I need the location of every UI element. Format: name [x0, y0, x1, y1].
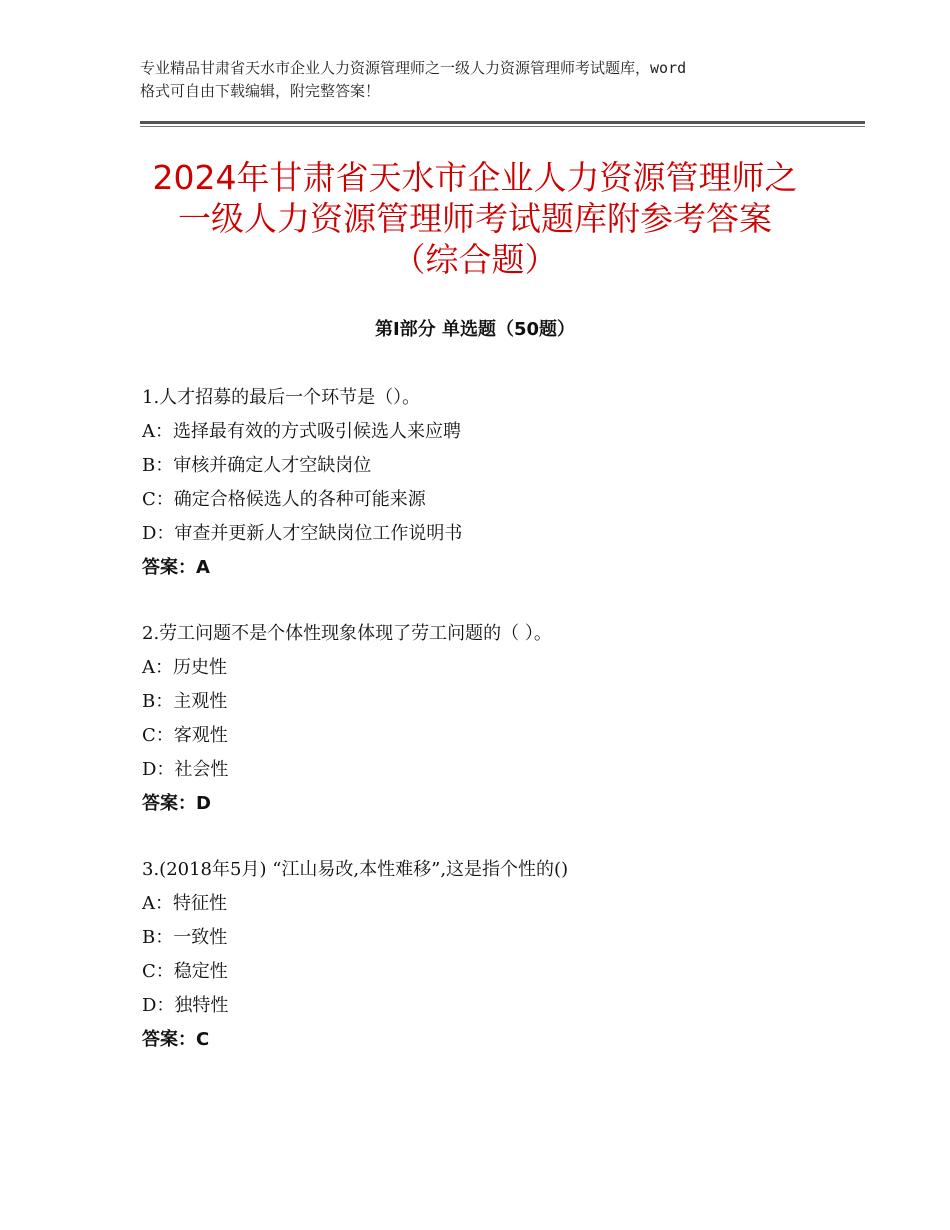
section-heading: 第Ⅰ部分 单选题（50题） — [374, 319, 575, 340]
title-line-2: 一级人力资源管理师考试题库附参考答案 — [178, 199, 772, 238]
answer: 答案：D — [142, 793, 211, 814]
option-c: C：确定合格候选人的各种可能来源 — [142, 489, 426, 510]
header-note — [140, 57, 820, 103]
option-c: C：稳定性 — [142, 961, 228, 982]
question-stem: 1.人才招募的最后一个环节是（）。 — [142, 387, 421, 408]
option-d: D：审查并更新人才空缺岗位工作说明书 — [142, 523, 463, 544]
answer: 答案：A — [142, 557, 210, 578]
header-note-line-1: 专业精品甘肃省天水市企业人力资源管理师之一级人力资源管理师考试题库，word — [140, 59, 687, 77]
header-rule-thick — [140, 121, 865, 124]
question-list — [142, 381, 842, 1089]
question-1 — [142, 381, 842, 585]
title-line-1: 2024年甘肃省天水市企业人力资源管理师之 — [152, 158, 798, 197]
option-a: A：选择最有效的方式吸引候选人来应聘 — [142, 421, 461, 442]
header-rule-thin — [140, 126, 865, 127]
question-stem: 2.劳工问题不是个体性现象体现了劳工问题的（ ）。 — [142, 623, 552, 644]
option-b: B：主观性 — [142, 691, 228, 712]
document-title — [100, 157, 850, 280]
header-note-line-2: 格式可自由下载编辑，附完整答案！ — [140, 82, 381, 100]
question-2 — [142, 617, 842, 821]
option-b: B：审核并确定人才空缺岗位 — [142, 455, 372, 476]
option-b: B：一致性 — [142, 927, 228, 948]
title-line-3: （综合题） — [392, 240, 558, 279]
option-d: D：独特性 — [142, 995, 229, 1016]
option-c: C：客观性 — [142, 725, 228, 746]
answer: 答案：C — [142, 1029, 210, 1050]
option-d: D：社会性 — [142, 759, 229, 780]
question-3 — [142, 853, 842, 1057]
question-stem: 3.(2018年5月) “江山易改,本性难移”,这是指个性的() — [142, 859, 569, 880]
option-a: A：特征性 — [142, 893, 227, 914]
option-a: A：历史性 — [142, 657, 227, 678]
